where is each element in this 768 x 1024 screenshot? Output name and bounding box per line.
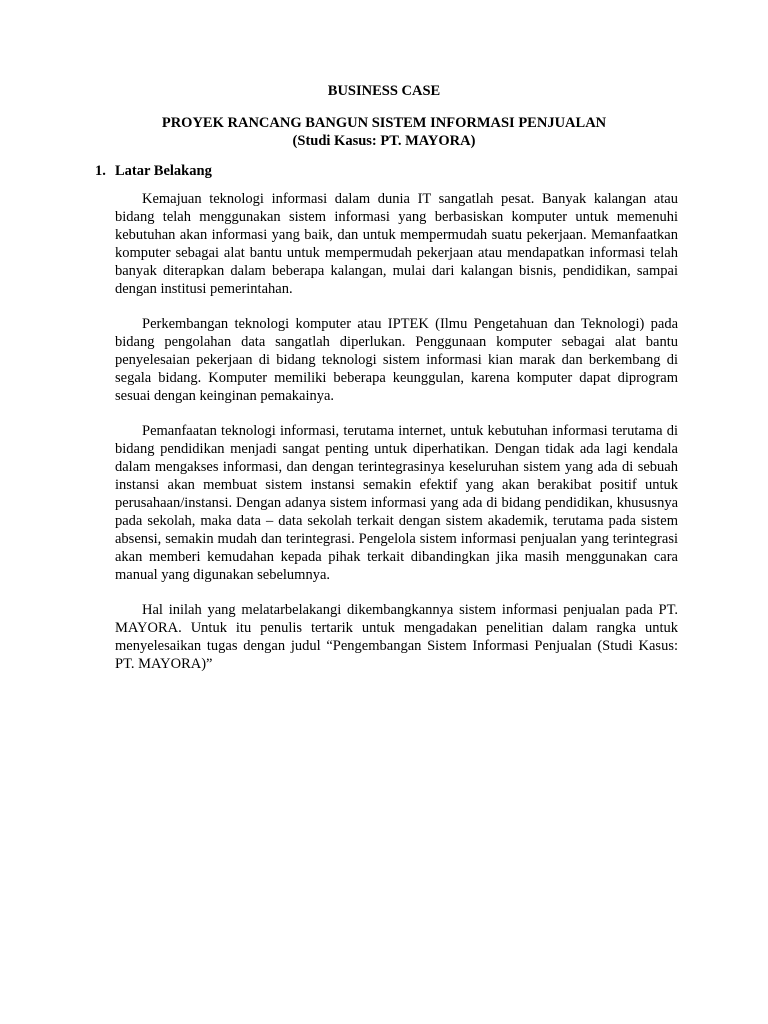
body-text (115, 190, 678, 690)
section-heading (95, 162, 212, 180)
document-subtitle (0, 114, 768, 150)
section-number: 1. (95, 163, 106, 179)
paragraph-3: Pemanfaatan teknologi informasi, terutama internet, untuk kebutuhan informasi terutama di bidang pendidikan menjadi sangat penting untuk diperhatikan. Dengan tidak ada lagi kendala dalam mengakses informasi, dan dengan terintegrasinya keseluruhan sistem yang ada di sebuah instansi akan membuat sistem instansi semakin efektif yang akan berakibat positif untuk perusahaan/instansi. Dengan adanya sistem informasi yang ada di bidang pendidikan, khususnya pada sekolah, maka data – data sekolah terkait dengan sistem akademik, terutama pada sistem absensi, semakin mudah dan terintegrasi. Pengelola sistem informasi penjualan yang terintegrasi akan memberi kemudahan kepada pihak terkait dibandingkan jika masih menggunakan cara manual yang digunakan sebelumnya. (115, 423, 678, 583)
subtitle-line-2: (Studi Kasus: PT. MAYORA) (292, 133, 476, 149)
paragraph-4: Hal inilah yang melatarbelakangi dikembangkannya sistem informasi penjualan pada PT. MAYORA. Untuk itu penulis tertarik untuk mengadakan penelitian dalam rangka untuk menyelesaikan tugas dengan judul “Pengembangan Sistem Informasi Penjualan (Studi Kasus: PT. MAYORA)” (115, 602, 678, 672)
document-title: BUSINESS CASE (327, 83, 441, 99)
paragraph-2: Perkembangan teknologi komputer atau IPTEK (Ilmu Pengetahuan dan Teknologi) pada bidang pengolahan data sangatlah diperlukan. Penggunaan komputer sebagai alat bantu penyelesaian pekerjaan di bidang teknologi sistem informasi kian marak dan berkembang di segala bidang. Komputer memiliki beberapa keunggulan, karena komputer dapat diprogram sesuai dengan keinginan pemakainya. (115, 316, 678, 404)
subtitle-line-1: PROYEK RANCANG BANGUN SISTEM INFORMASI PENJUALAN (161, 115, 607, 131)
paragraph-1: Kemajuan teknologi informasi dalam dunia IT sangatlah pesat. Banyak kalangan atau bidang telah menggunakan sistem informasi yang berbasiskan komputer untuk memenuhi kebutuhan akan informasi yang baik, dan untuk mempermudah suatu pekerjaan. Memanfaatkan komputer sebagai alat bantu untuk mempermudah pekerjaan atau mendapatkan informasi telah banyak diterapkan dalam beberapa kalangan, mulai dari kalangan bisnis, pendidikan, sampai dengan institusi pemerintahan. (115, 191, 678, 297)
section-title: Latar Belakang (115, 163, 212, 179)
